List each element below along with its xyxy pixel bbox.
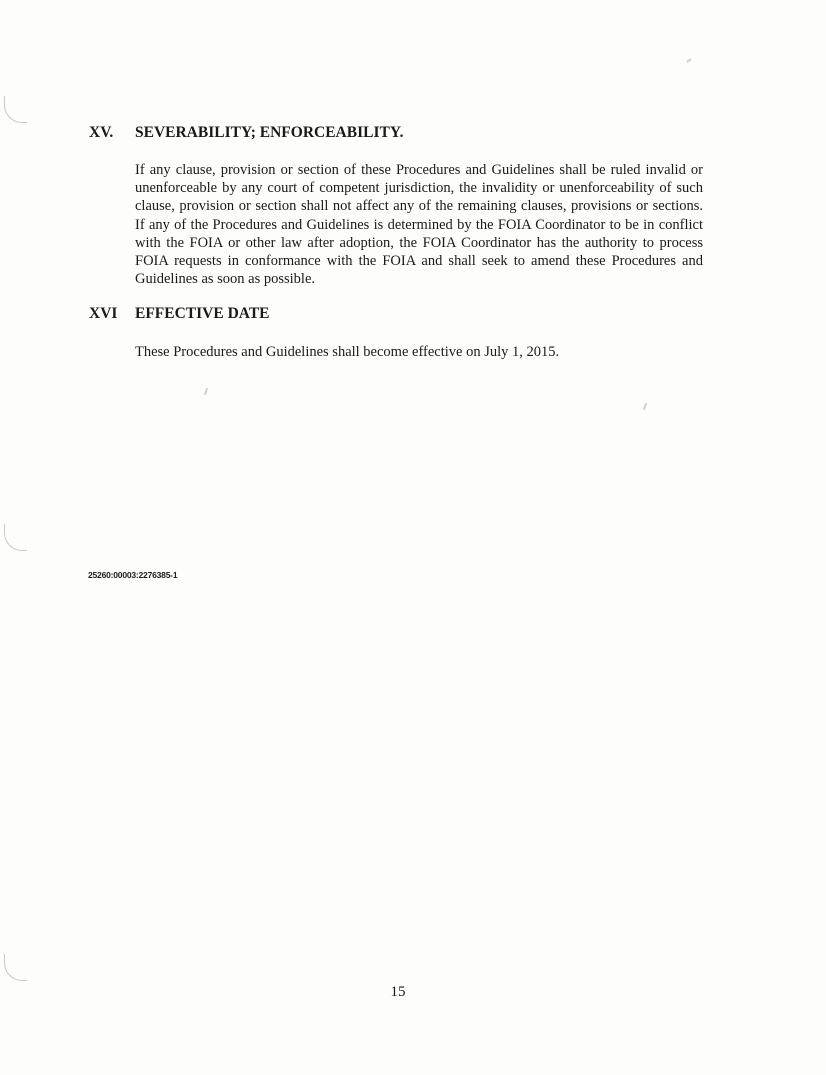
scan-binder-hole-mark: [4, 524, 27, 551]
scan-speck: [204, 388, 208, 395]
page-number: 15: [390, 984, 406, 1000]
document-id: 25260:00003:2276385-1: [88, 570, 178, 580]
section-heading-xvi: [89, 305, 270, 323]
scan-binder-hole-mark: [4, 96, 27, 123]
section-body-effective-date: These Procedures and Guidelines shall become effective on July 1, 2015.: [135, 344, 560, 360]
section-title: SEVERABILITY; ENFORCEABILITY.: [135, 124, 404, 141]
section-number: XVI: [89, 305, 118, 322]
section-heading-xv: [89, 124, 403, 142]
scan-speck: [643, 403, 647, 410]
scan-speck: [686, 58, 691, 62]
scan-binder-hole-mark: [4, 954, 27, 981]
section-number: XV.: [89, 124, 114, 141]
section-title: EFFECTIVE DATE: [135, 305, 270, 322]
section-body-severability: If any clause, provision or section of these Procedures and Guidelines shall be ruled invalid or unenforceable by any court of competent jurisdiction, the invalidity or unenforceability of such clause, provision or section shall not affect any of the remaining clauses, provisions or sections. If any of the Procedures and Guidelines is determined by the FOIA Coordinator to be in conflict with the FOIA or other law after adoption, the FOIA Coordinator has the authority to process FOIA requests in conformance with the FOIA and shall seek to amend these Procedures and Guidelines as soon as possible.: [135, 162, 703, 288]
